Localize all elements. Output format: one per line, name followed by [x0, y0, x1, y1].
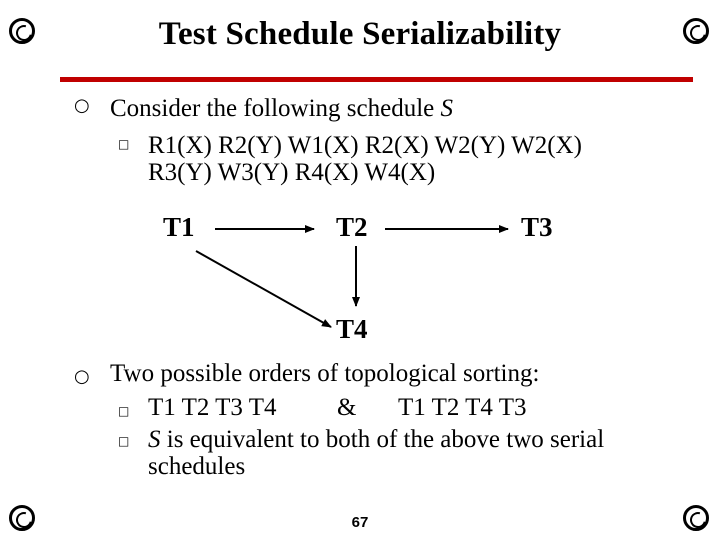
bullet-1-text: Consider the following schedule S: [110, 95, 453, 122]
order-2: T1 T2 T4 T3: [398, 394, 527, 421]
sub-bullet-marker: □: [118, 404, 130, 418]
graph-node-t2: T2: [336, 212, 368, 242]
equivalence-line-2: schedules: [148, 453, 246, 480]
bullet-2-text: Two possible orders of topological sorting:: [110, 360, 540, 387]
graph-node-t1: T1: [163, 212, 195, 242]
sub-bullet-marker: □: [118, 137, 130, 151]
graph-node-t4: T4: [336, 314, 368, 344]
bullet-marker: ○: [74, 366, 90, 387]
edge-t1-t4: [196, 251, 331, 327]
page-number: 67: [351, 514, 369, 531]
equivalence-line-1: S is equivalent to both of the above two serial: [148, 426, 605, 453]
schedule-line-1: R1(X) R2(Y) W1(X) R2(X) W2(Y) W2(X): [148, 132, 582, 159]
order-1: T1 T2 T3 T4: [148, 394, 277, 421]
graph-node-t3: T3: [521, 212, 553, 242]
schedule-line-2: R3(Y) W3(Y) R4(X) W4(X): [148, 159, 436, 186]
slide-title: Test Schedule Serializability: [158, 16, 562, 52]
sub-bullet-marker: □: [118, 434, 130, 448]
schedule-symbol: S: [440, 95, 453, 122]
schedule-symbol: S: [148, 426, 161, 453]
ampersand: &: [337, 394, 357, 421]
bullet-marker: ○: [74, 95, 90, 116]
